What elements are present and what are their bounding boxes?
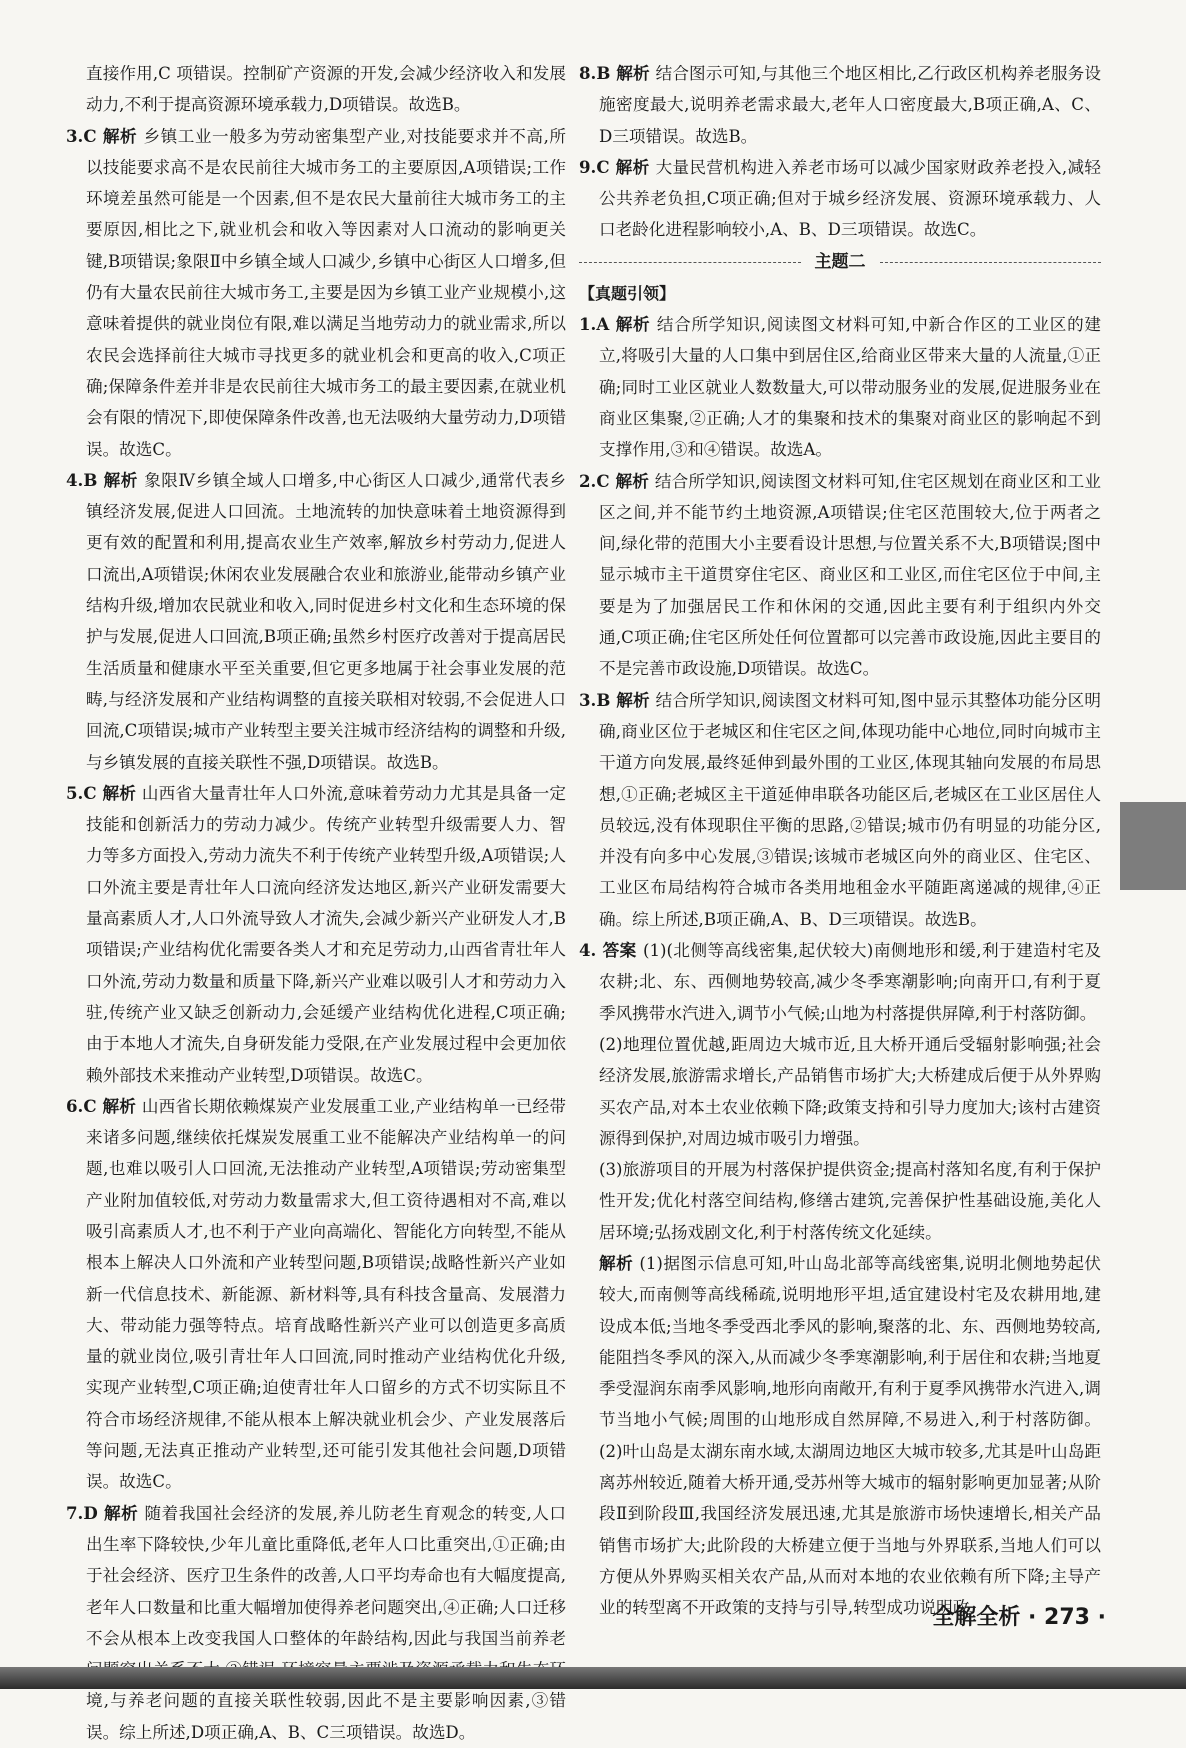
analysis-tag: 解析 — [103, 470, 145, 490]
answer-text: 乡镇工业一般多为劳动密集型产业,对技能要求并不高,所以技能要求高不是农民前往大城市务工的主要原因,A项错误;工作环境差虽然可能是一个因素,但不是农民大量前往大城市务工的主要原因,相比之下,就业机会和收入等因素对人口流动的影响更关键,B项错误;象限Ⅱ中乡镇全域人口减少,乡镇中心街区人口增多,但仍有大量农民前往大城市务工,主要是因为乡镇工业产业规模小,这意味着提供的就业岗位有限,难以满足当地劳动力的就业需求,所以农民会选择前往大城市寻找更多的就业机会和更高的收入,C项正确;保障条件差并非是农民前往大城市务工的最主要因素,在就业机会有限的情况下,即使保障条件改善,也无法吸纳大量劳动力,D项错误。故选C。 — [86, 126, 566, 459]
question-number: 3.C — [66, 125, 103, 146]
analysis-tag: 解析 — [615, 157, 656, 177]
analysis-tag: 解析 — [615, 315, 657, 335]
side-tab — [1120, 802, 1186, 890]
answer-item — [579, 466, 1101, 685]
question-number: 4. — [579, 940, 603, 961]
bottom-strip — [0, 1667, 1186, 1689]
answer-text: 结合所学知识,阅读图文材料可知,中新合作区的工业区的建立,将吸引大量的人口集中到居住区,给商业区带来大量的人流量,①正确;同时工业区就业人数数量大,可以带动服务业的发展,促进服务业在商业区集聚,②正确;人才的集聚和技术的集聚对商业区的影响起不到支撑作用,③和④错误。故选A。 — [599, 315, 1101, 460]
left-column — [66, 58, 566, 1748]
answer-text: (1)(北侧等高线密集,起伏较大)南侧地形和缓,利于建造村宅及农耕;北、东、西侧地势较高,减少冬季寒潮影响;向南开口,有利于夏季风携带水汽进入,调节小气候;山地为村落提供屏障,利于村落防御。 — [599, 941, 1101, 1023]
analysis-tag: 解析 — [615, 471, 655, 491]
divider-line — [880, 262, 1102, 263]
analysis-tag: 解析 — [104, 1503, 145, 1523]
question-number: 4.B — [66, 469, 104, 490]
question-number: 1.A — [579, 314, 616, 335]
answer-item — [66, 1498, 566, 1748]
answer-item: 直接作用,C 项错误。控制矿产资源的开发,会减少经济收入和发展动力,不利于提高资源环境承载力,D项错误。故选B。 — [86, 64, 566, 115]
analysis-paragraph — [579, 1248, 1101, 1624]
question-number: 3.B — [579, 689, 617, 710]
answer-tag: 答案 — [602, 941, 643, 961]
topic-header — [579, 248, 1101, 278]
answer-text: 结合图示可知,与其他三个地区相比,乙行政区机构养老服务设施密度最大,说明养老需求最大,老年人口密度最大,B项正确,A、C、D三项错误。故选B。 — [599, 64, 1101, 146]
analysis-tag: 解析 — [616, 690, 656, 710]
page-footer: 全解全析 · 273 · — [932, 1605, 1106, 1630]
question-number: 2.C — [579, 470, 616, 491]
divider-line — [579, 262, 801, 263]
answer-item — [579, 935, 1101, 1029]
answer-text: 山西省长期依赖煤炭产业发展重工业,产业结构单一已经带来诸多问题,继续依托煤炭发展重工业不能解决产业结构单一的问题,也难以吸引人口回流,无法推动产业转型,A项错误;劳动密集型产业附加值较低,对劳动力数量需求大,但工资待遇相对不高,难以吸引高素质人才,也不利于产业向高端化、智能化方向转型,不能从根本上解决人口外流和产业转型问题,B项错误;战略性新兴产业如新一代信息技术、新能源、新材料等,具有科技含量高、发展潜力大、带动能力强等特点。培育战略性新兴产业可以创造更多高质量的就业岗位,吸引青壮年人口回流,同时推动产业结构优化升级,实现产业转型,C项正确;迫使青壮年人口留乡的方式不切实际且不符合市场经济规律,不能从根本上解决就业机会少、产业发展落后等问题,无法真正推动产业转型,还可能引发其他社会问题,D项错误。故选C。 — [86, 1096, 566, 1492]
answer-part: (3)旅游项目的开展为村落保护提供资金;提高村落知名度,有利于保护性开发;优化村落空间结构,修缮古建筑,完善保护性基础设施,美化人居环境;弘扬戏剧文化,利于村落传统文化延续。 — [599, 1160, 1101, 1242]
question-number: 6.C — [66, 1095, 103, 1116]
answer-text: 结合所学知识,阅读图文材料可知,图中显示其整体功能分区明确,商业区位于老城区和住宅区之间,体现功能中心地位,同时向城市主干道方向发展,最终延伸到最外围的工业区,体现其轴向发展的布局思想,①正确;老城区主干道延伸串联各功能区后,老城区在工业区居住人员较远,没有体现职住平衡的思路,②错误;城市仍有明显的功能分区,并没有向多中心发展,③错误;该城市老城区向外的商业区、住宅区、工业区布局结构符合城市各类用地租金水平随距离递减的规律,④正确。综上所述,B项正确,A、B、D三项错误。故选B。 — [599, 690, 1101, 929]
answer-text: 结合所学知识,阅读图文材料可知,住宅区规划在商业区和工业区之间,并不能节约土地资源,A项错误;住宅区范围较大,位于两者之间,绿化带的范围大小主要看设计思想,与位置关系不大,B项错误;图中显示城市主干道贯穿住宅区、商业区和工业区,而住宅区位于中间,主要是为了加强居民工作和休闲的交通,因此主要有利于组织内外交通,C项正确;住宅区所处任何位置都可以完善市政设施,因此主要目的不是完善市政设施,D项错误。故选C。 — [599, 471, 1101, 679]
question-number: 8.B — [579, 63, 617, 83]
analysis-tag: 解析 — [599, 1253, 640, 1273]
answer-text: 象限Ⅳ乡镇全域人口增多,中心街区人口减少,通常代表乡镇经济发展,促进人口回流。土地流转的加快意味着土地资源得到更有效的配置和利用,提高农业生产效率,解放乡村劳动力,促进人口流出,A项错误;休闲农业发展融合农业和旅游业,能带动乡镇产业结构升级,增加农民就业和收入,同时促进乡村文化和生态环境的保护与发展,促进人口回流,B项正确;虽然乡村医疗改善对于提高居民生活质量和健康水平至关重要,但它更多地属于社会事业发展的范畴,与经济发展和产业结构调整的直接关联相对较弱,不会促进人口回流,C项错误;城市产业转型主要关注城市经济结构的调整和升级,与乡镇发展的直接关联性不强,D项错误。故选B。 — [86, 470, 566, 772]
topic-title: 主题二 — [814, 252, 866, 273]
answer-item — [66, 121, 566, 465]
answer-text: 随着我国社会经济的发展,养儿防老生育观念的转变,人口出生率下降较快,少年儿童比重降低,老年人口比重突出,①正确;由于社会经济、医疗卫生条件的改善,人口平均寿命也有大幅度提高,老年人口数量和比重大幅增加使得养老问题突出,④正确;人口迁移不会从根本上改变我国人口整体的年龄结构,因此与我国当前养老 境,与养老问题的直接关联性较弱,因此不是主要影响因素,③错误。综上所述,D项正确,A、B、C三项错误。故选D。 — [86, 1503, 566, 1742]
analysis-tag: 解析 — [102, 126, 144, 146]
question-number: 7.D — [66, 1502, 104, 1523]
analysis-tag: 解析 — [616, 64, 656, 83]
answer-text: 山西省大量青壮年人口外流,意味着劳动力尤其是具备一定技能和创新活力的劳动力减少。传统产业转型升级需要人力、智力等多方面投入,劳动力流失不利于传统产业转型升级,A项错误;人口外流主要是青壮年人口流向经济发达地区,新兴产业研发需要大量高素质人才,人口外流导致人才流失,会减少新兴产业研发人才,B项错误;产业结构优化需要各类人才和充足劳动力,山西省青壮年人口外流,劳动力数量和质量下降,新兴产业难以吸引人才和劳动力入驻,传统产业又缺乏创新动力,会延缓产业结构优化进程,C项正确;由于本地人才流失,自身研发能力受限,在产业发展过程中会更加依赖外部技术来推动产业转型,D项错误。故选C。 — [86, 783, 566, 1085]
answer-part: (2)地理位置优越,距周边大城市近,且大桥开通后受辐射影响强;社会经济发展,旅游需求增长,产品销售市场扩大;大桥建成后便于从外界购买农产品,对本土农业依赖下降;政策支持和引导力度加大;该村古建资源得到保护,对周边城市吸引力增强。 — [599, 1034, 1101, 1148]
answer-item — [66, 465, 566, 778]
question-number: 9.C — [579, 156, 616, 177]
question-number: 5.C — [66, 782, 103, 803]
answer-item — [579, 309, 1101, 465]
analysis-tag: 解析 — [102, 783, 142, 803]
section-title: 【真题引领】 — [579, 283, 676, 303]
answer-item — [579, 58, 1101, 152]
right-column — [579, 58, 1101, 1624]
analysis-tag: 解析 — [102, 1096, 142, 1116]
answer-item — [579, 685, 1101, 935]
answer-item — [66, 1091, 566, 1498]
answer-item — [579, 152, 1101, 246]
analysis-text: (1)据图示信息可知,叶山岛北部等高线密集,说明北侧地势起伏较大,而南侧等高线稀疏,说明地形平坦,适宜建设村宅及农耕用地,建设成本低;当地冬季受西北季风的影响,聚落的北、东、西侧地势较高,能阻挡冬季风的深入,从而减少冬季寒潮影响,利于居住和农耕;当地夏季受湿润东南季风影响,地形向南敞开,有利于夏季风携带水汽进入,调节当地小气候;周围的山地形成自然屏障,不易进入,利于村落防御。(2)叶山岛是太湖东南水域,太湖周边地区大城市较多,尤其是叶山岛距离苏州较近,随着大桥开通,受苏州等大城市的辐射影响更加显著;从阶段Ⅱ到阶段Ⅲ,我国经济发展迅速,尤其是旅游市场快速增长,相关产品销售市场扩大;此阶段的大桥建立便于当地与外界联系,当地人们可以方便从外界购买相关农产品,从而对本地的农业依赖有所下降;主导产业的转型离不开政策的支持与引导,转型成功说明政 — [599, 1253, 1101, 1618]
answer-item — [66, 778, 566, 1091]
answer-text: 大量民营机构进入养老市场可以减少国家财政养老投入,减轻公共养老负担,C项正确;但对于城乡经济发展、资源环境承载力、人口老龄化进程影响较小,A、B、D三项错误。故选C。 — [599, 157, 1101, 240]
